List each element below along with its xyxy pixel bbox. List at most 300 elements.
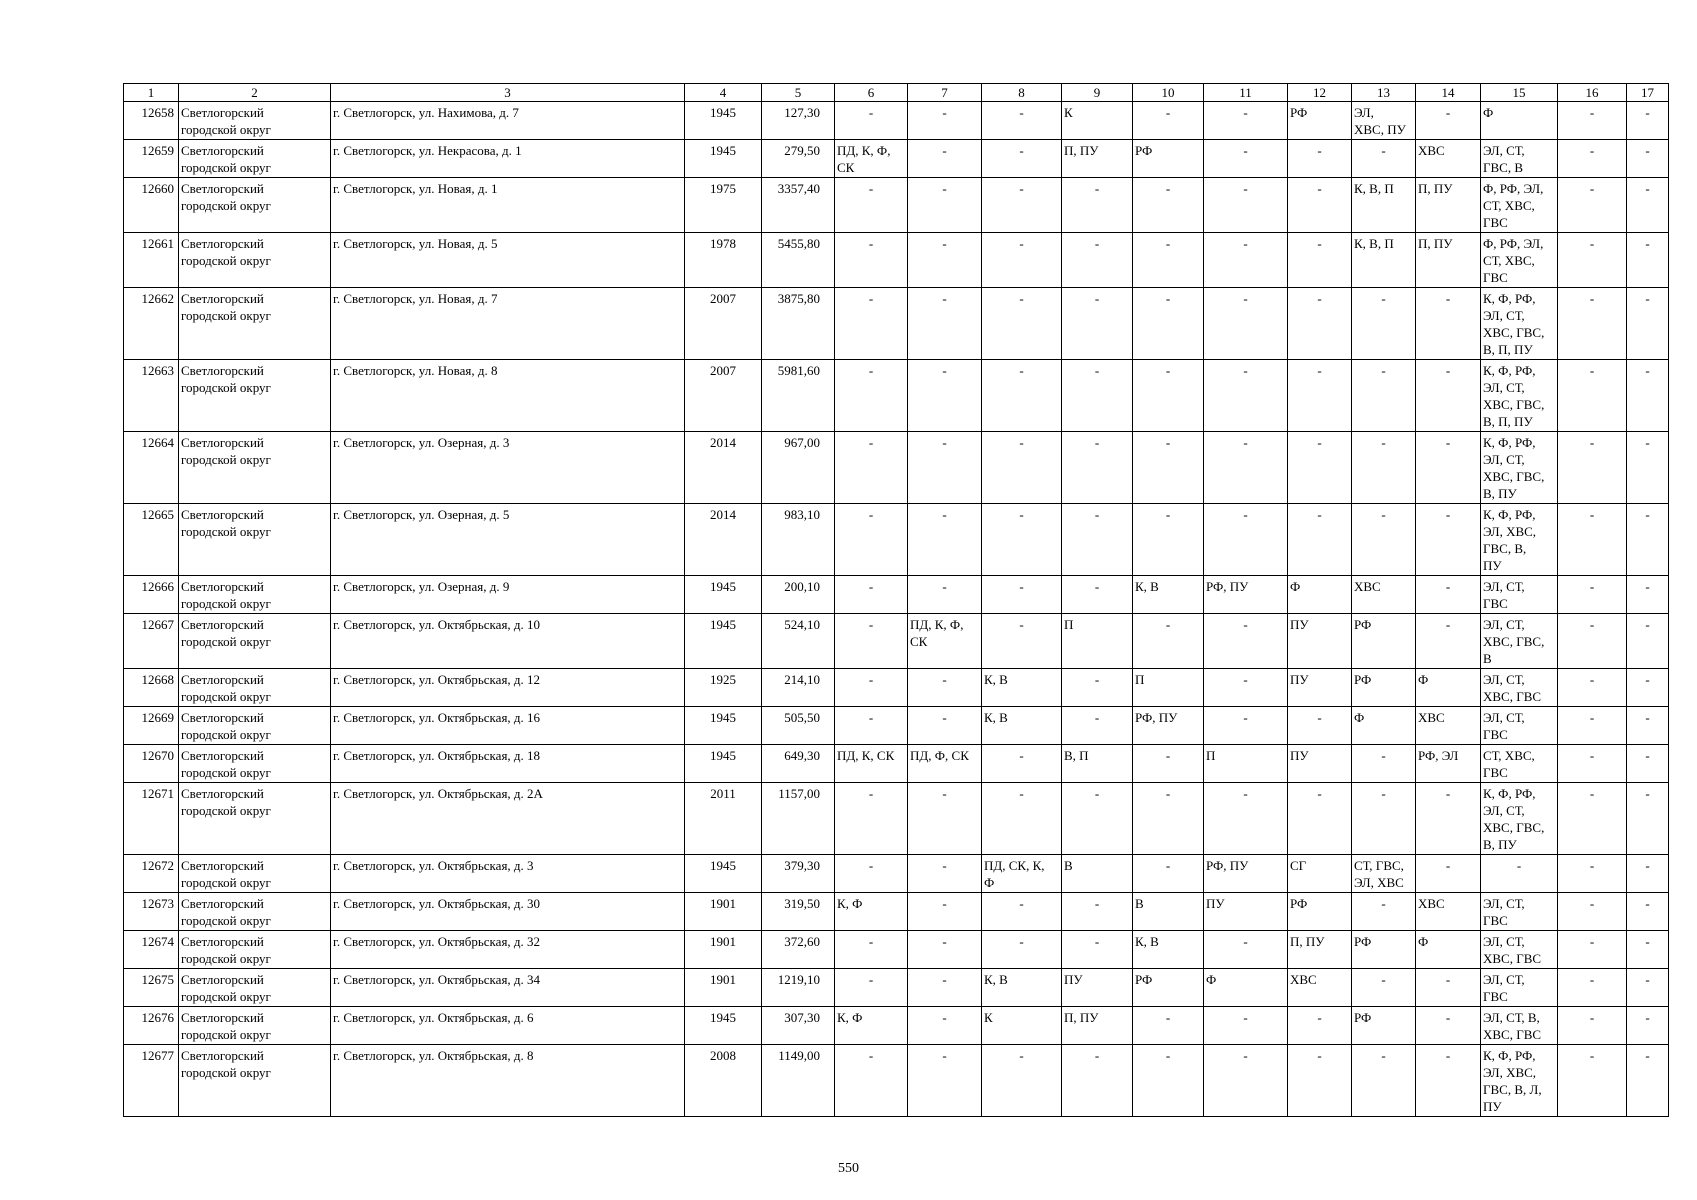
col-8-cell: К, В [982,669,1062,707]
col-8-cell: ПД, СК, К, Ф [982,855,1062,893]
record-id-cell: 12659 [124,140,179,178]
col-12-cell: - [1288,504,1352,576]
page-number: 550 [838,1161,859,1176]
col-7-cell: - [908,1007,982,1045]
col-6-cell: - [835,576,908,614]
col-15-cell: ЭЛ, СТ, ГВС, В [1481,140,1558,178]
col-16-cell: - [1558,1007,1627,1045]
col-17-cell: - [1627,931,1669,969]
table-row [124,707,1669,745]
col-10-cell: - [1133,360,1204,432]
area-cell: 307,30 [762,1007,835,1045]
col-10-cell: - [1133,504,1204,576]
address-cell: г. Светлогорск, ул. Октябрьская, д. 30 [331,893,685,931]
col-12-cell: ПУ [1288,669,1352,707]
area-cell: 127,30 [762,102,835,140]
col-8-cell: - [982,893,1062,931]
col-10-cell: - [1133,745,1204,783]
col-14-cell: - [1416,1045,1481,1117]
col-17-cell: - [1627,893,1669,931]
col-11-cell: - [1204,102,1288,140]
col-7-cell: ПД, К, Ф, СК [908,614,982,669]
column-header-2: 2 [179,84,331,102]
address-cell: г. Светлогорск, ул. Октябрьская, д. 32 [331,931,685,969]
column-header-5: 5 [762,84,835,102]
year-cell: 1945 [685,576,762,614]
col-7-cell: - [908,707,982,745]
col-15-cell: ЭЛ, СТ, ГВС [1481,969,1558,1007]
year-cell: 1945 [685,707,762,745]
area-cell: 1219,10 [762,969,835,1007]
col-12-cell: - [1288,432,1352,504]
col-6-cell: - [835,969,908,1007]
col-16-cell: - [1558,504,1627,576]
col-12-cell: - [1288,1007,1352,1045]
column-header-13: 13 [1352,84,1416,102]
col-11-cell: - [1204,614,1288,669]
col-9-cell: В [1062,855,1133,893]
col-6-cell: - [835,783,908,855]
col-10-cell: К, В [1133,931,1204,969]
record-id-cell: 12662 [124,288,179,360]
col-17-cell: - [1627,855,1669,893]
table-row [124,233,1669,288]
col-6-cell: - [835,360,908,432]
area-cell: 5455,80 [762,233,835,288]
year-cell: 1978 [685,233,762,288]
col-8-cell: - [982,1045,1062,1117]
col-13-cell: - [1352,1045,1416,1117]
col-7-cell: - [908,855,982,893]
col-12-cell: Ф [1288,576,1352,614]
record-id-cell: 12671 [124,783,179,855]
col-10-cell: - [1133,178,1204,233]
col-10-cell: - [1133,102,1204,140]
column-header-17: 17 [1627,84,1669,102]
column-header-12: 12 [1288,84,1352,102]
col-14-cell: - [1416,855,1481,893]
municipality-cell: Светлогорский городской округ [179,140,331,178]
col-7-cell: - [908,140,982,178]
record-id-cell: 12661 [124,233,179,288]
col-10-cell: - [1133,288,1204,360]
col-16-cell: - [1558,614,1627,669]
address-cell: г. Светлогорск, ул. Октябрьская, д. 2А [331,783,685,855]
col-13-cell: РФ [1352,931,1416,969]
col-15-cell: ЭЛ, СТ, ХВС, ГВС [1481,931,1558,969]
record-id-cell: 12665 [124,504,179,576]
record-id-cell: 12677 [124,1045,179,1117]
col-10-cell: П [1133,669,1204,707]
year-cell: 2007 [685,360,762,432]
col-12-cell: - [1288,707,1352,745]
col-17-cell: - [1627,707,1669,745]
col-7-cell: - [908,360,982,432]
municipality-cell: Светлогорский городской округ [179,893,331,931]
record-id-cell: 12672 [124,855,179,893]
col-6-cell: - [835,504,908,576]
col-9-cell: П, ПУ [1062,140,1133,178]
col-9-cell: - [1062,178,1133,233]
col-7-cell: - [908,288,982,360]
col-8-cell: К, В [982,707,1062,745]
municipality-cell: Светлогорский городской округ [179,576,331,614]
col-15-cell: Ф [1481,102,1558,140]
col-14-cell: - [1416,1007,1481,1045]
table-row [124,745,1669,783]
address-cell: г. Светлогорск, ул. Новая, д. 1 [331,178,685,233]
col-14-cell: - [1416,783,1481,855]
municipality-cell: Светлогорский городской округ [179,969,331,1007]
col-9-cell: - [1062,931,1133,969]
col-7-cell: - [908,178,982,233]
col-14-cell: - [1416,432,1481,504]
col-13-cell: К, В, П [1352,178,1416,233]
col-6-cell: - [835,855,908,893]
col-16-cell: - [1558,707,1627,745]
col-11-cell: - [1204,931,1288,969]
col-13-cell: РФ [1352,1007,1416,1045]
col-10-cell: К, В [1133,576,1204,614]
col-6-cell: - [835,614,908,669]
col-14-cell: Ф [1416,931,1481,969]
col-13-cell: РФ [1352,669,1416,707]
table-row [124,102,1669,140]
record-id-cell: 12673 [124,893,179,931]
col-16-cell: - [1558,233,1627,288]
municipality-cell: Светлогорский городской округ [179,288,331,360]
col-15-cell: ЭЛ, СТ, В, ХВС, ГВС [1481,1007,1558,1045]
col-15-cell: ЭЛ, СТ, ГВС [1481,893,1558,931]
table-row [124,969,1669,1007]
municipality-cell: Светлогорский городской округ [179,1045,331,1117]
col-11-cell: - [1204,360,1288,432]
col-17-cell: - [1627,288,1669,360]
col-15-cell: К, Ф, РФ, ЭЛ, СТ, ХВС, ГВС, В, П, ПУ [1481,288,1558,360]
col-6-cell: ПД, К, Ф, СК [835,140,908,178]
col-12-cell: РФ [1288,102,1352,140]
col-14-cell: - [1416,614,1481,669]
col-7-cell: - [908,233,982,288]
area-cell: 1157,00 [762,783,835,855]
table-row [124,1007,1669,1045]
column-header-8: 8 [982,84,1062,102]
col-12-cell: - [1288,288,1352,360]
record-id-cell: 12670 [124,745,179,783]
table-body [124,84,1669,1117]
col-9-cell: - [1062,669,1133,707]
col-10-cell: - [1133,855,1204,893]
area-cell: 200,10 [762,576,835,614]
table-row [124,855,1669,893]
col-11-cell: - [1204,783,1288,855]
address-cell: г. Светлогорск, ул. Озерная, д. 5 [331,504,685,576]
col-12-cell: - [1288,360,1352,432]
col-9-cell: ПУ [1062,969,1133,1007]
table-row [124,288,1669,360]
address-cell: г. Светлогорск, ул. Октябрьская, д. 3 [331,855,685,893]
record-id-cell: 12674 [124,931,179,969]
col-7-cell: - [908,669,982,707]
municipality-cell: Светлогорский городской округ [179,432,331,504]
col-11-cell: - [1204,707,1288,745]
col-9-cell: - [1062,288,1133,360]
col-16-cell: - [1558,102,1627,140]
table-row [124,576,1669,614]
col-15-cell: СТ, ХВС, ГВС [1481,745,1558,783]
col-17-cell: - [1627,1007,1669,1045]
municipality-cell: Светлогорский городской округ [179,783,331,855]
record-id-cell: 12669 [124,707,179,745]
col-9-cell: П [1062,614,1133,669]
col-8-cell: - [982,931,1062,969]
municipality-cell: Светлогорский городской округ [179,1007,331,1045]
col-9-cell: - [1062,707,1133,745]
col-17-cell: - [1627,576,1669,614]
year-cell: 2008 [685,1045,762,1117]
col-9-cell: - [1062,233,1133,288]
record-id-cell: 12663 [124,360,179,432]
col-13-cell: - [1352,504,1416,576]
column-header-14: 14 [1416,84,1481,102]
year-cell: 1975 [685,178,762,233]
col-6-cell: - [835,1045,908,1117]
col-16-cell: - [1558,669,1627,707]
year-cell: 1945 [685,614,762,669]
col-15-cell: ЭЛ, СТ, ХВС, ГВС [1481,669,1558,707]
address-cell: г. Светлогорск, ул. Октябрьская, д. 16 [331,707,685,745]
col-8-cell: - [982,360,1062,432]
col-16-cell: - [1558,783,1627,855]
col-6-cell: - [835,102,908,140]
record-id-cell: 12660 [124,178,179,233]
col-17-cell: - [1627,178,1669,233]
year-cell: 1945 [685,855,762,893]
area-cell: 967,00 [762,432,835,504]
col-11-cell: - [1204,1045,1288,1117]
header-row [124,84,1669,102]
col-12-cell: ПУ [1288,745,1352,783]
area-cell: 214,10 [762,669,835,707]
municipality-cell: Светлогорский городской округ [179,855,331,893]
col-13-cell: - [1352,360,1416,432]
record-id-cell: 12667 [124,614,179,669]
col-10-cell: - [1133,432,1204,504]
col-9-cell: - [1062,1045,1133,1117]
col-17-cell: - [1627,432,1669,504]
table-row [124,669,1669,707]
col-16-cell: - [1558,1045,1627,1117]
col-6-cell: - [835,178,908,233]
col-8-cell: - [982,614,1062,669]
area-cell: 1149,00 [762,1045,835,1117]
col-7-cell: - [908,893,982,931]
col-15-cell: К, Ф, РФ, ЭЛ, СТ, ХВС, ГВС, В, ПУ [1481,432,1558,504]
col-11-cell: - [1204,504,1288,576]
col-13-cell: - [1352,745,1416,783]
col-15-cell: К, Ф, РФ, ЭЛ, СТ, ХВС, ГВС, В, ПУ [1481,783,1558,855]
col-7-cell: - [908,576,982,614]
municipality-cell: Светлогорский городской округ [179,707,331,745]
col-6-cell: - [835,288,908,360]
col-15-cell: ЭЛ, СТ, ГВС [1481,707,1558,745]
address-cell: г. Светлогорск, ул. Октябрьская, д. 12 [331,669,685,707]
column-header-7: 7 [908,84,982,102]
col-11-cell: РФ, ПУ [1204,576,1288,614]
col-14-cell: П, ПУ [1416,178,1481,233]
table-row [124,178,1669,233]
col-10-cell: - [1133,783,1204,855]
col-7-cell: - [908,102,982,140]
col-15-cell: Ф, РФ, ЭЛ, СТ, ХВС, ГВС [1481,178,1558,233]
col-7-cell: - [908,1045,982,1117]
address-cell: г. Светлогорск, ул. Октябрьская, д. 18 [331,745,685,783]
col-10-cell: - [1133,233,1204,288]
col-10-cell: - [1133,614,1204,669]
year-cell: 1945 [685,140,762,178]
address-cell: г. Светлогорск, ул. Нахимова, д. 7 [331,102,685,140]
col-12-cell: СГ [1288,855,1352,893]
table-row [124,140,1669,178]
area-cell: 3875,80 [762,288,835,360]
column-header-15: 15 [1481,84,1558,102]
year-cell: 2011 [685,783,762,855]
col-7-cell: - [908,783,982,855]
col-11-cell: - [1204,140,1288,178]
column-header-9: 9 [1062,84,1133,102]
col-15-cell: - [1481,855,1558,893]
col-16-cell: - [1558,140,1627,178]
col-11-cell: - [1204,669,1288,707]
municipality-cell: Светлогорский городской округ [179,178,331,233]
area-cell: 279,50 [762,140,835,178]
col-6-cell: - [835,432,908,504]
col-9-cell: - [1062,504,1133,576]
year-cell: 1925 [685,669,762,707]
col-9-cell: В, П [1062,745,1133,783]
col-14-cell: - [1416,288,1481,360]
area-cell: 524,10 [762,614,835,669]
col-7-cell: ПД, Ф, СК [908,745,982,783]
col-16-cell: - [1558,576,1627,614]
address-cell: г. Светлогорск, ул. Октябрьская, д. 8 [331,1045,685,1117]
col-14-cell: - [1416,360,1481,432]
col-9-cell: - [1062,360,1133,432]
area-cell: 505,50 [762,707,835,745]
column-header-6: 6 [835,84,908,102]
col-8-cell: - [982,432,1062,504]
column-header-10: 10 [1133,84,1204,102]
col-6-cell: - [835,233,908,288]
address-cell: г. Светлогорск, ул. Новая, д. 8 [331,360,685,432]
address-cell: г. Светлогорск, ул. Озерная, д. 9 [331,576,685,614]
col-17-cell: - [1627,140,1669,178]
col-12-cell: - [1288,178,1352,233]
record-id-cell: 12664 [124,432,179,504]
column-header-3: 3 [331,84,685,102]
col-11-cell: - [1204,288,1288,360]
col-13-cell: - [1352,140,1416,178]
address-cell: г. Светлогорск, ул. Октябрьская, д. 6 [331,1007,685,1045]
col-16-cell: - [1558,893,1627,931]
record-id-cell: 12666 [124,576,179,614]
record-id-cell: 12676 [124,1007,179,1045]
col-10-cell: В [1133,893,1204,931]
col-13-cell: ХВС [1352,576,1416,614]
col-16-cell: - [1558,745,1627,783]
municipality-cell: Светлогорский городской округ [179,504,331,576]
col-17-cell: - [1627,102,1669,140]
col-17-cell: - [1627,783,1669,855]
col-10-cell: РФ [1133,140,1204,178]
col-17-cell: - [1627,233,1669,288]
col-10-cell: - [1133,1045,1204,1117]
column-header-1: 1 [124,84,179,102]
col-12-cell: РФ [1288,893,1352,931]
col-13-cell: СТ, ГВС, ЭЛ, ХВС [1352,855,1416,893]
address-cell: г. Светлогорск, ул. Некрасова, д. 1 [331,140,685,178]
col-14-cell: - [1416,576,1481,614]
col-12-cell: ПУ [1288,614,1352,669]
table-row [124,432,1669,504]
col-15-cell: ЭЛ, СТ, ГВС [1481,576,1558,614]
col-8-cell: - [982,576,1062,614]
col-14-cell: ХВС [1416,707,1481,745]
col-17-cell: - [1627,669,1669,707]
column-header-16: 16 [1558,84,1627,102]
area-cell: 649,30 [762,745,835,783]
col-11-cell: РФ, ПУ [1204,855,1288,893]
col-14-cell: - [1416,969,1481,1007]
col-13-cell: - [1352,432,1416,504]
area-cell: 379,30 [762,855,835,893]
register-table [123,83,1669,1117]
table-row [124,1045,1669,1117]
col-17-cell: - [1627,969,1669,1007]
col-16-cell: - [1558,288,1627,360]
record-id-cell: 12658 [124,102,179,140]
table-row [124,504,1669,576]
year-cell: 1945 [685,745,762,783]
area-cell: 5981,60 [762,360,835,432]
col-11-cell: Ф [1204,969,1288,1007]
col-12-cell: - [1288,140,1352,178]
col-16-cell: - [1558,178,1627,233]
col-13-cell: РФ [1352,614,1416,669]
col-8-cell: - [982,288,1062,360]
col-12-cell: ХВС [1288,969,1352,1007]
col-6-cell: К, Ф [835,893,908,931]
year-cell: 2014 [685,432,762,504]
col-10-cell: РФ, ПУ [1133,707,1204,745]
col-13-cell: - [1352,783,1416,855]
col-11-cell: - [1204,1007,1288,1045]
col-6-cell: - [835,669,908,707]
col-14-cell: - [1416,504,1481,576]
col-7-cell: - [908,432,982,504]
col-6-cell: - [835,931,908,969]
col-12-cell: - [1288,1045,1352,1117]
year-cell: 2007 [685,288,762,360]
col-15-cell: К, Ф, РФ, ЭЛ, СТ, ХВС, ГВС, В, П, ПУ [1481,360,1558,432]
col-14-cell: РФ, ЭЛ [1416,745,1481,783]
table-row [124,360,1669,432]
col-6-cell: ПД, К, СК [835,745,908,783]
municipality-cell: Светлогорский городской округ [179,360,331,432]
municipality-cell: Светлогорский городской округ [179,614,331,669]
col-14-cell: ХВС [1416,140,1481,178]
col-17-cell: - [1627,504,1669,576]
